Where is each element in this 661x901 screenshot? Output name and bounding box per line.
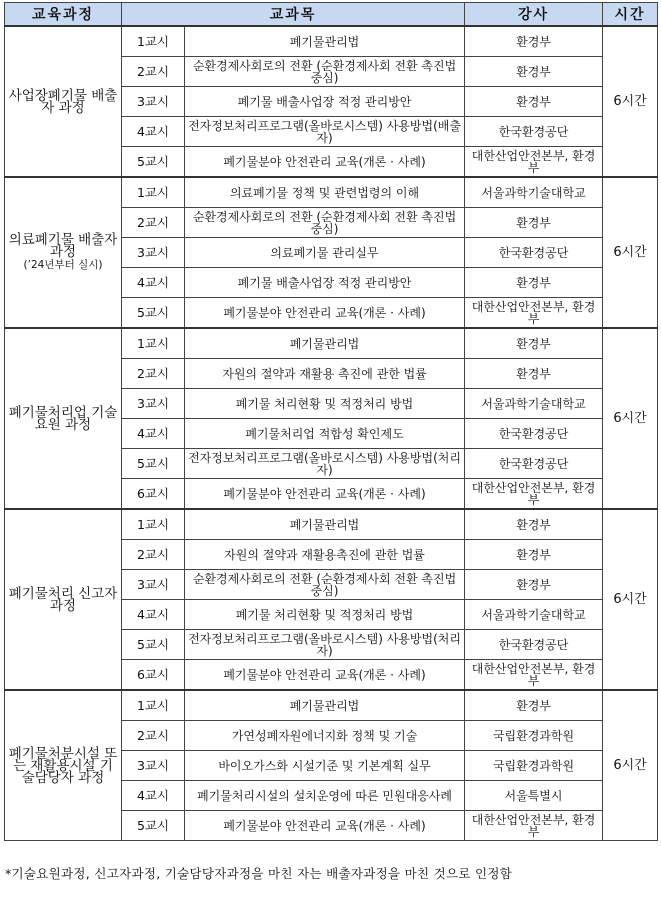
table-row xyxy=(5,177,658,208)
period-cell: 3교시 xyxy=(122,238,185,268)
instructor-cell: 환경부 xyxy=(465,57,603,87)
subject-cell: 의료폐기물 정책 및 관련법령의 이해 xyxy=(185,177,465,208)
subject-cell: 폐기물관리법 xyxy=(185,26,465,57)
period-cell: 4교시 xyxy=(122,117,185,147)
instructor-cell: 환경부 xyxy=(465,87,603,117)
course-name: 폐기물처리 신고자 과정 xyxy=(8,585,118,614)
instructor-cell: 서울특별시 xyxy=(465,781,603,811)
course-schedule-table xyxy=(4,2,658,841)
instructor-cell: 환경부 xyxy=(465,328,603,359)
header-instructor: 강사 xyxy=(465,3,603,27)
course-name: 폐기물처리업 기술요원 과정 xyxy=(8,404,118,433)
subject-cell: 폐기물 처리현황 및 적정처리 방법 xyxy=(185,389,465,419)
subject-cell: 폐기물 배출사업장 적정 관리방안 xyxy=(185,268,465,298)
subject-cell: 폐기물분야 안전관리 교육(개론 · 사례) xyxy=(185,147,465,178)
footnote: *기술요원과정, 신고자과정, 기술담당자과정을 마친 자는 배출자과정을 마친 것으로 인정함 xyxy=(5,866,513,881)
subject-cell: 순환경제사회로의 전환 (순환경제사회 전환 촉진법 중심) xyxy=(185,570,465,600)
period-cell: 2교시 xyxy=(122,208,185,238)
course-hours: 6시간 xyxy=(603,328,658,509)
header-subject: 교과목 xyxy=(122,3,465,27)
period-cell: 2교시 xyxy=(122,540,185,570)
subject-cell: 폐기물관리법 xyxy=(185,690,465,721)
table-row xyxy=(5,690,658,721)
instructor-cell: 국립환경과학원 xyxy=(465,721,603,751)
period-cell: 3교시 xyxy=(122,570,185,600)
period-cell: 5교시 xyxy=(122,811,185,841)
course-name: 의료폐기물 배출자 과정 xyxy=(8,231,118,260)
period-cell: 3교시 xyxy=(122,87,185,117)
subject-cell: 폐기물처리업 적합성 확인제도 xyxy=(185,419,465,449)
period-cell: 4교시 xyxy=(122,419,185,449)
subject-cell: 폐기물처리시설의 설치운영에 따른 민원대응사례 xyxy=(185,781,465,811)
table-row xyxy=(5,509,658,540)
instructor-cell: 대한산업안전본부, 환경부 xyxy=(465,147,603,178)
course-hours: 6시간 xyxy=(603,26,658,177)
subject-cell: 순환경제사회로의 전환 (순환경제사회 전환 촉진법 중심) xyxy=(185,57,465,87)
subject-cell: 전자정보처리프로그램(올바로시스템) 사용방법(처리자) xyxy=(185,449,465,479)
subject-cell: 의료폐기물 관리실무 xyxy=(185,238,465,268)
instructor-cell: 서울과학기술대학교 xyxy=(465,389,603,419)
subject-cell: 폐기물분야 안전관리 교육(개론 · 사례) xyxy=(185,479,465,510)
schedule-body xyxy=(5,26,658,841)
period-cell: 5교시 xyxy=(122,298,185,329)
instructor-cell: 국립환경과학원 xyxy=(465,751,603,781)
course-hours: 6시간 xyxy=(603,690,658,841)
period-cell: 3교시 xyxy=(122,389,185,419)
subject-cell: 자원의 절약과 재활용촉진에 관한 법률 xyxy=(185,540,465,570)
period-cell: 3교시 xyxy=(122,751,185,781)
course-note: (’24년부터 실시) xyxy=(23,258,103,271)
instructor-cell: 한국환경공단 xyxy=(465,419,603,449)
instructor-cell: 환경부 xyxy=(465,540,603,570)
course-hours: 6시간 xyxy=(603,177,658,328)
instructor-cell: 환경부 xyxy=(465,509,603,540)
header-course: 교육과정 xyxy=(5,3,122,27)
subject-cell: 자원의 절약과 재활용 촉진에 관한 법률 xyxy=(185,359,465,389)
instructor-cell: 한국환경공단 xyxy=(465,449,603,479)
subject-cell: 전자정보처리프로그램(올바로시스템) 사용방법(배출자) xyxy=(185,117,465,147)
period-cell: 1교시 xyxy=(122,509,185,540)
course-name-cell xyxy=(5,509,122,690)
period-cell: 2교시 xyxy=(122,721,185,751)
period-cell: 1교시 xyxy=(122,328,185,359)
instructor-cell: 서울과학기술대학교 xyxy=(465,177,603,208)
instructor-cell: 환경부 xyxy=(465,268,603,298)
period-cell: 4교시 xyxy=(122,781,185,811)
period-cell: 2교시 xyxy=(122,57,185,87)
subject-cell: 폐기물분야 안전관리 교육(개론 · 사례) xyxy=(185,660,465,691)
subject-cell: 폐기물 처리현황 및 적정처리 방법 xyxy=(185,600,465,630)
subject-cell: 바이오가스화 시설기준 및 기본계획 실무 xyxy=(185,751,465,781)
period-cell: 1교시 xyxy=(122,177,185,208)
course-name-cell xyxy=(5,177,122,328)
course-hours: 6시간 xyxy=(603,509,658,690)
subject-cell: 폐기물 배출사업장 적정 관리방안 xyxy=(185,87,465,117)
period-cell: 5교시 xyxy=(122,449,185,479)
instructor-cell: 환경부 xyxy=(465,26,603,57)
subject-cell: 순환경제사회로의 전환 (순환경제사회 전환 촉진법 중심) xyxy=(185,208,465,238)
course-name: 폐기물처분시설 또는 재활용시설 기술담당자 과정 xyxy=(8,745,118,786)
table-row xyxy=(5,328,658,359)
instructor-cell: 환경부 xyxy=(465,208,603,238)
subject-cell: 폐기물관리법 xyxy=(185,509,465,540)
course-name-cell xyxy=(5,26,122,177)
instructor-cell: 대한산업안전본부, 환경부 xyxy=(465,811,603,841)
period-cell: 1교시 xyxy=(122,690,185,721)
subject-cell: 폐기물분야 안전관리 교육(개론 · 사례) xyxy=(185,298,465,329)
period-cell: 2교시 xyxy=(122,359,185,389)
instructor-cell: 대한산업안전본부, 환경부 xyxy=(465,298,603,329)
table-row xyxy=(5,26,658,57)
course-name-cell xyxy=(5,690,122,841)
course-name-cell xyxy=(5,328,122,509)
subject-cell: 전자정보처리프로그램(올바로시스템) 사용방법(처리자) xyxy=(185,630,465,660)
period-cell: 5교시 xyxy=(122,147,185,178)
instructor-cell: 대한산업안전본부, 환경부 xyxy=(465,479,603,510)
instructor-cell: 환경부 xyxy=(465,690,603,721)
instructor-cell: 환경부 xyxy=(465,359,603,389)
period-cell: 6교시 xyxy=(122,660,185,691)
period-cell: 5교시 xyxy=(122,630,185,660)
instructor-cell: 한국환경공단 xyxy=(465,238,603,268)
subject-cell: 폐기물분야 안전관리 교육(개론 · 사례) xyxy=(185,811,465,841)
course-name: 사업장폐기물 배출자 과정 xyxy=(8,87,118,116)
subject-cell: 가연성폐자원에너지화 정책 및 기술 xyxy=(185,721,465,751)
subject-cell: 폐기물관리법 xyxy=(185,328,465,359)
period-cell: 4교시 xyxy=(122,600,185,630)
header-row xyxy=(5,3,658,27)
instructor-cell: 한국환경공단 xyxy=(465,117,603,147)
instructor-cell: 서울과학기술대학교 xyxy=(465,600,603,630)
period-cell: 6교시 xyxy=(122,479,185,510)
period-cell: 1교시 xyxy=(122,26,185,57)
instructor-cell: 환경부 xyxy=(465,570,603,600)
period-cell: 4교시 xyxy=(122,268,185,298)
instructor-cell: 대한산업안전본부, 환경부 xyxy=(465,660,603,691)
header-hours: 시간 xyxy=(603,3,658,27)
instructor-cell: 한국환경공단 xyxy=(465,630,603,660)
